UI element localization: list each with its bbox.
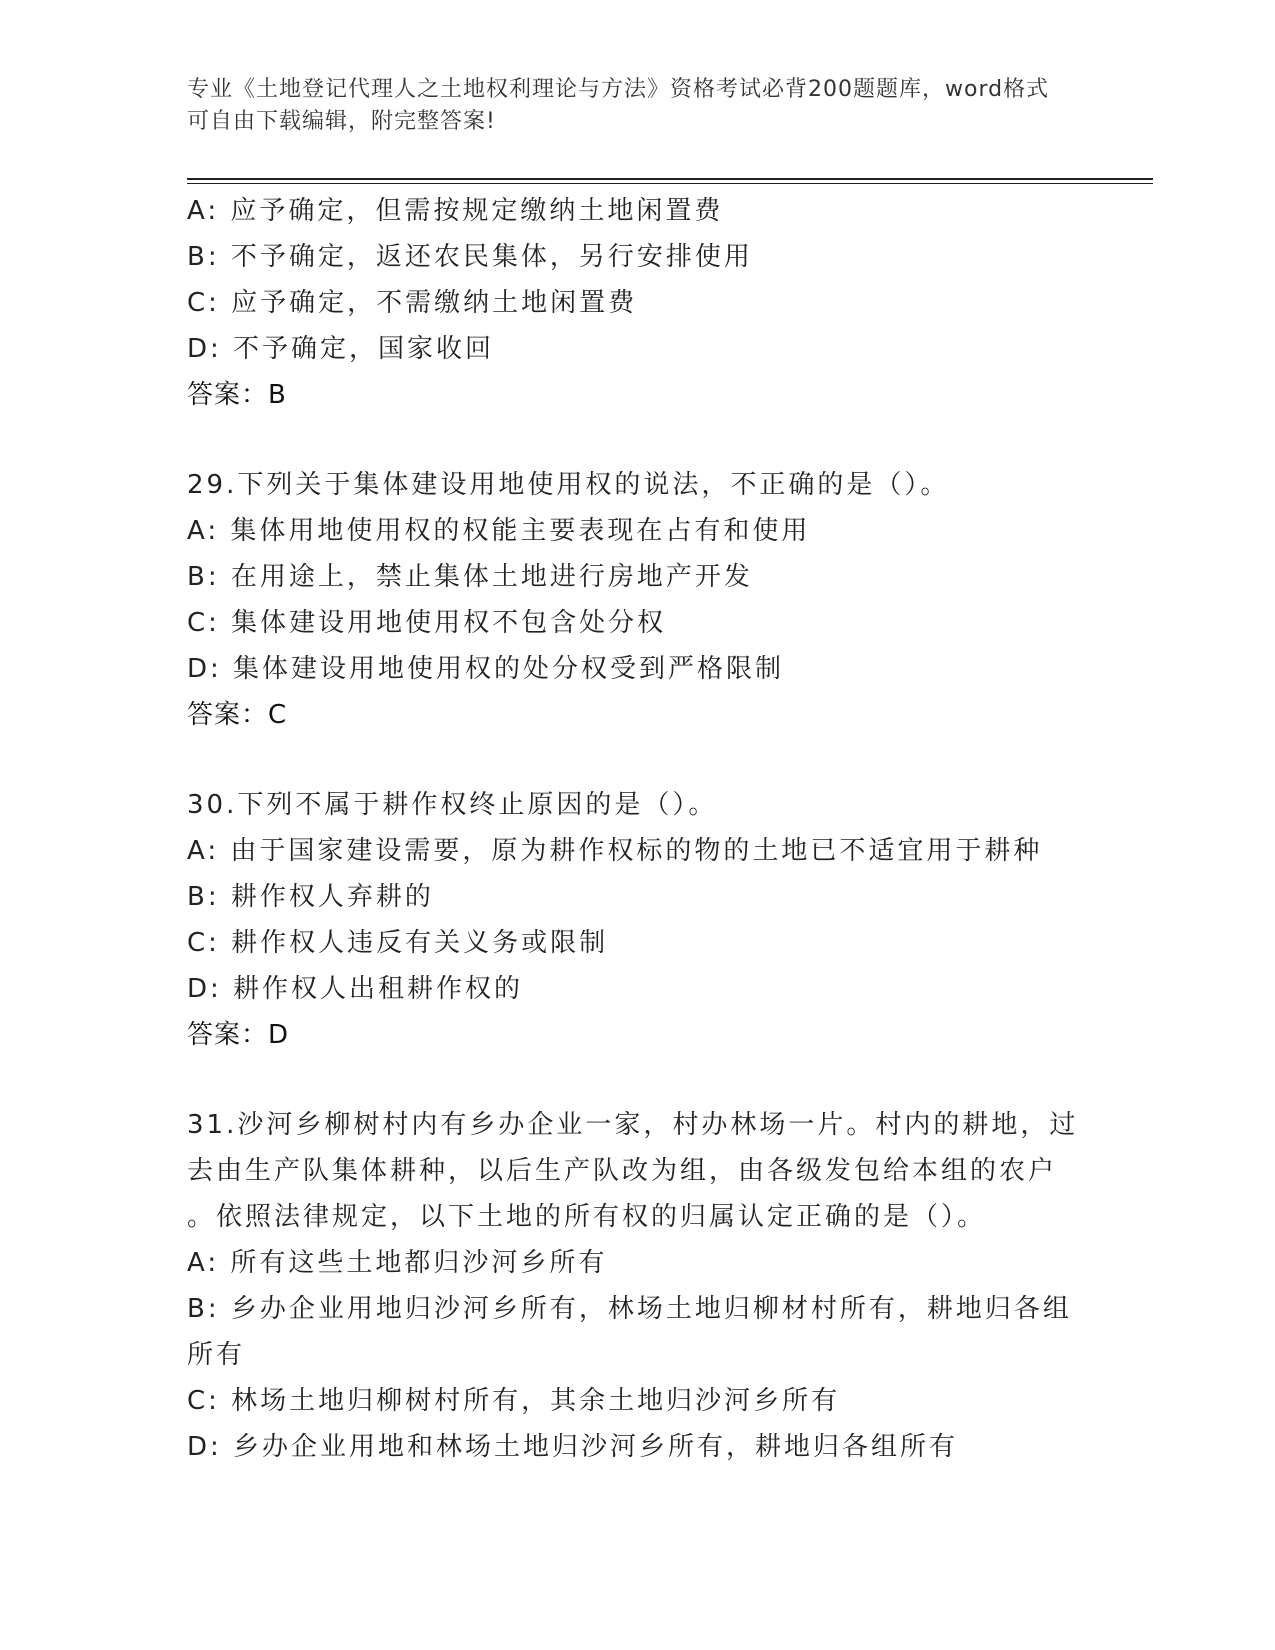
question-30-option-a: A: 由于国家建设需要，原为耕作权标的物的土地已不适宜用于耕种	[187, 836, 1043, 866]
question-31-block	[187, 1102, 1087, 1470]
question-29-option-a: A: 集体用地使用权的权能主要表现在占有和使用	[187, 516, 811, 546]
question-29-option-b: B: 在用途上，禁止集体土地进行房地产开发	[187, 562, 753, 592]
question-29-block	[187, 462, 1087, 738]
question-29-answer: 答案：C	[187, 700, 288, 730]
question-31-option-b-line: B: 乡办企业用地归沙河乡所有，林场土地归柳材村所有，耕地归各组	[187, 1294, 1072, 1324]
question-31-option-b-line: 所有	[187, 1340, 246, 1370]
question-30-block	[187, 782, 1087, 1058]
question-29-option-d: D: 集体建设用地使用权的处分权受到严格限制	[187, 654, 785, 684]
question-30-option-c: C: 耕作权人违反有关义务或限制	[187, 928, 609, 958]
question-28-option-d: D: 不予确定，国家收回	[187, 334, 495, 364]
question-28-option-a: A: 应予确定，但需按规定缴纳土地闲置费	[187, 196, 724, 226]
question-30-option-d: D: 耕作权人出租耕作权的	[187, 974, 524, 1004]
document-header: 专业《土地登记代理人之土地权利理论与方法》资格考试必背200题题库，word格式可自由下载编辑，附完整答案!	[187, 77, 1050, 134]
question-30-answer: 答案：D	[187, 1020, 290, 1050]
spacer	[187, 738, 1087, 782]
question-31-text-line: 。依照法律规定，以下土地的所有权的归属认定正确的是（）。	[187, 1202, 987, 1232]
question-29-option-c: C: 集体建设用地使用权不包含处分权	[187, 608, 667, 638]
question-31-option-c: C: 林场土地归柳树村所有，其余土地归沙河乡所有	[187, 1386, 841, 1416]
question-28-option-c: C: 应予确定，不需缴纳土地闲置费	[187, 288, 638, 318]
question-31-text-line: 31.沙河乡柳树村内有乡办企业一家，村办林场一片。村内的耕地，过	[187, 1110, 1079, 1140]
header-divider-thick	[187, 178, 1153, 180]
spacer	[187, 418, 1087, 462]
spacer	[187, 1058, 1087, 1102]
question-28-option-b: B: 不予确定，返还农民集体，另行安排使用	[187, 242, 753, 272]
question-31-text-line: 去由生产队集体耕种，以后生产队改为组，由各级发包给本组的农户	[187, 1156, 1058, 1186]
header-divider-thin	[187, 183, 1153, 184]
question-28-block	[187, 188, 1087, 418]
question-30-text: 30.下列不属于耕作权终止原因的是（）。	[187, 790, 718, 820]
question-30-option-b: B: 耕作权人弃耕的	[187, 882, 434, 912]
question-28-answer: 答案：B	[187, 380, 287, 410]
question-31-option-d: D: 乡办企业用地和林场土地归沙河乡所有，耕地归各组所有	[187, 1432, 959, 1462]
document-body	[187, 188, 1087, 1470]
question-31-option-a: A: 所有这些土地都归沙河乡所有	[187, 1248, 608, 1278]
question-29-text: 29.下列关于集体建设用地使用权的说法，不正确的是（）。	[187, 470, 950, 500]
